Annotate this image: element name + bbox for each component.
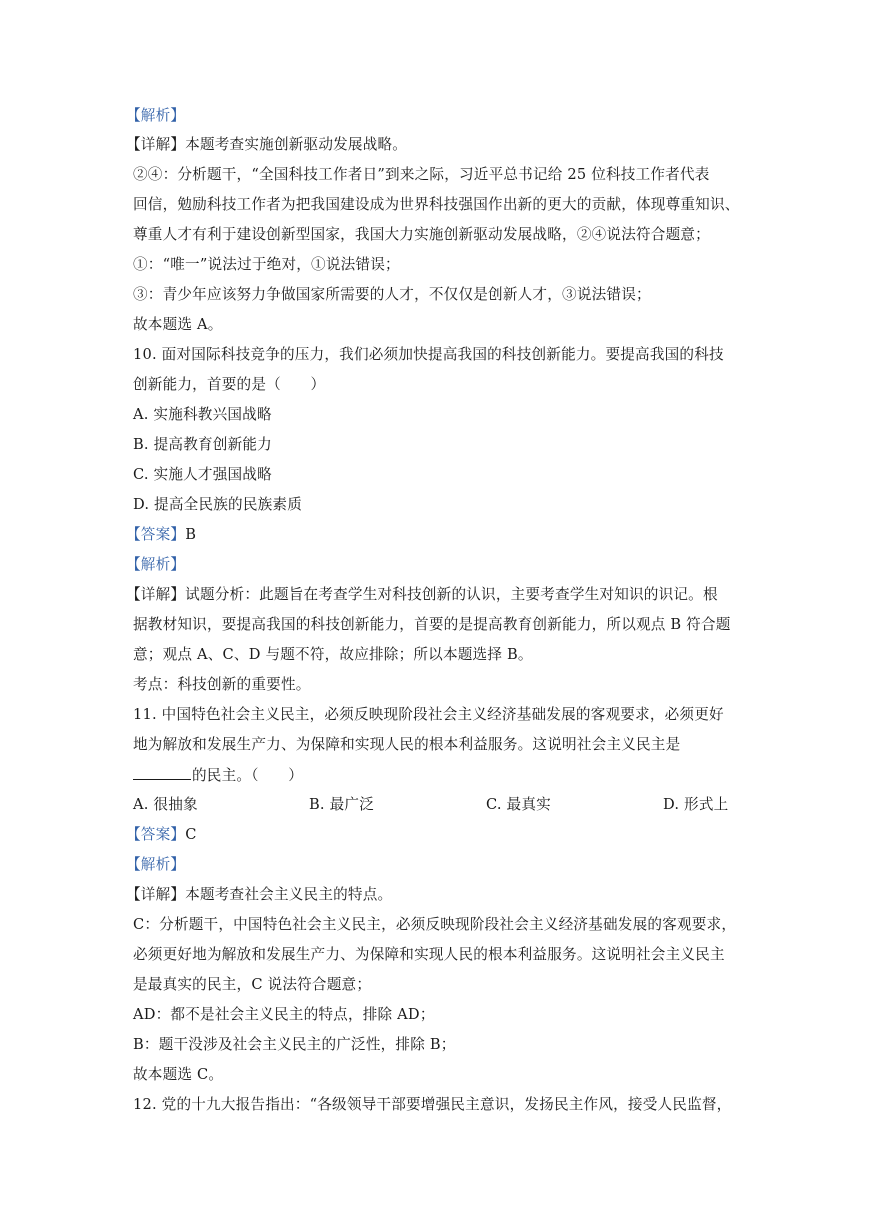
conclusion-text: 故本题选 C。 xyxy=(133,1066,224,1083)
detail-intro: 【详解】本题考查实施创新驱动发展战略。 xyxy=(126,136,408,153)
detail-paragraph-line: C：分析题干，中国特色社会主义民主，必须反映现阶段社会主义经济基础发展的客观要求， xyxy=(133,916,737,933)
option-d: D. 形式上 xyxy=(663,796,729,813)
options-row xyxy=(133,795,745,815)
detail-paragraph-line: 意；观点 A、C、D 与题不符，故应排除；所以本题选择 B。 xyxy=(133,646,533,663)
fill-blank xyxy=(133,765,191,780)
answer-label: 【答案】 xyxy=(126,826,186,843)
detail-point: ③：青少年应该努力争做国家所需要的人才，不仅仅是创新人才，③说法错误； xyxy=(133,286,651,303)
question-stem: 12. 党的十九大报告指出：“各级领导干部要增强民主意识，发扬民主作风，接受人民监督， xyxy=(133,1096,732,1113)
analysis-label: 【解析】 xyxy=(126,107,186,124)
detail-paragraph-line: 【详解】试题分析：此题旨在考查学生对科技创新的认识，主要考查学生对知识的识记。根 xyxy=(126,586,718,603)
detail-paragraph-line: 必须更好地为解放和发展生产力、为保障和实现人民的根本利益服务。这说明社会主义民主 xyxy=(133,946,725,963)
question-stem: 10. 面对国际科技竞争的压力，我们必须加快提高我国的科技创新能力。要提高我国的科技 xyxy=(133,346,724,363)
detail-paragraph-line: 是最真实的民主，C 说法符合题意； xyxy=(133,976,372,993)
answer-row xyxy=(126,525,745,545)
detail-paragraph-line: 据教材知识，要提高我国的科技创新能力，首要的是提高教育创新能力，所以观点 B 符合题 xyxy=(133,616,731,633)
detail-paragraph-line: 回信，勉励科技工作者为把我国建设成为世界科技强国作出新的更大的贡献，体现尊重知识、 xyxy=(133,196,740,213)
detail-paragraph-line: 尊重人才有利于建设创新型国家，我国大力实施创新驱动发展战略，②④说法符合题意； xyxy=(133,226,710,243)
detail-point: ①：“唯一”说法过于绝对，①说法错误； xyxy=(133,256,400,273)
conclusion-text: 故本题选 A。 xyxy=(133,316,223,333)
question-stem: 地为解放和发展生产力、为保障和实现人民的根本利益服务。这说明社会主义民主是 xyxy=(133,736,681,753)
question-stem: 创新能力，首要的是（ ） xyxy=(133,376,326,393)
analysis-label: 【解析】 xyxy=(126,556,186,573)
option-b: B. 最广泛 xyxy=(309,796,374,813)
option-c: C. 实施人才强国战略 xyxy=(133,466,272,483)
detail-point: B：题干没涉及社会主义民主的广泛性，排除 B； xyxy=(133,1036,456,1053)
option-a: A. 实施科教兴国战略 xyxy=(133,406,272,423)
question-stem: 的民主。（ ） xyxy=(133,765,745,786)
answer-value: C xyxy=(185,826,197,843)
detail-intro: 【详解】本题考查社会主义民主的特点。 xyxy=(126,886,393,903)
answer-value: B xyxy=(185,526,197,543)
answer-label: 【答案】 xyxy=(126,526,186,543)
option-a: A. 很抽象 xyxy=(133,796,198,813)
kaodian-text: 考点：科技创新的重要性。 xyxy=(133,676,311,693)
option-b: B. 提高教育创新能力 xyxy=(133,436,272,453)
detail-paragraph-line: ②④：分析题干，“全国科技工作者日”到来之际，习近平总书记给 25 位科技工作者代表 xyxy=(133,166,710,183)
analysis-label: 【解析】 xyxy=(126,856,186,873)
option-d: D. 提高全民族的民族素质 xyxy=(133,496,302,513)
answer-row xyxy=(126,825,745,845)
question-stem: 11. 中国特色社会主义民主，必须反映现阶段社会主义经济基础发展的客观要求，必须更好 xyxy=(133,706,724,723)
detail-point: AD：都不是社会主义民主的特点，排除 AD； xyxy=(133,1006,435,1023)
option-c: C. 最真实 xyxy=(486,796,551,813)
